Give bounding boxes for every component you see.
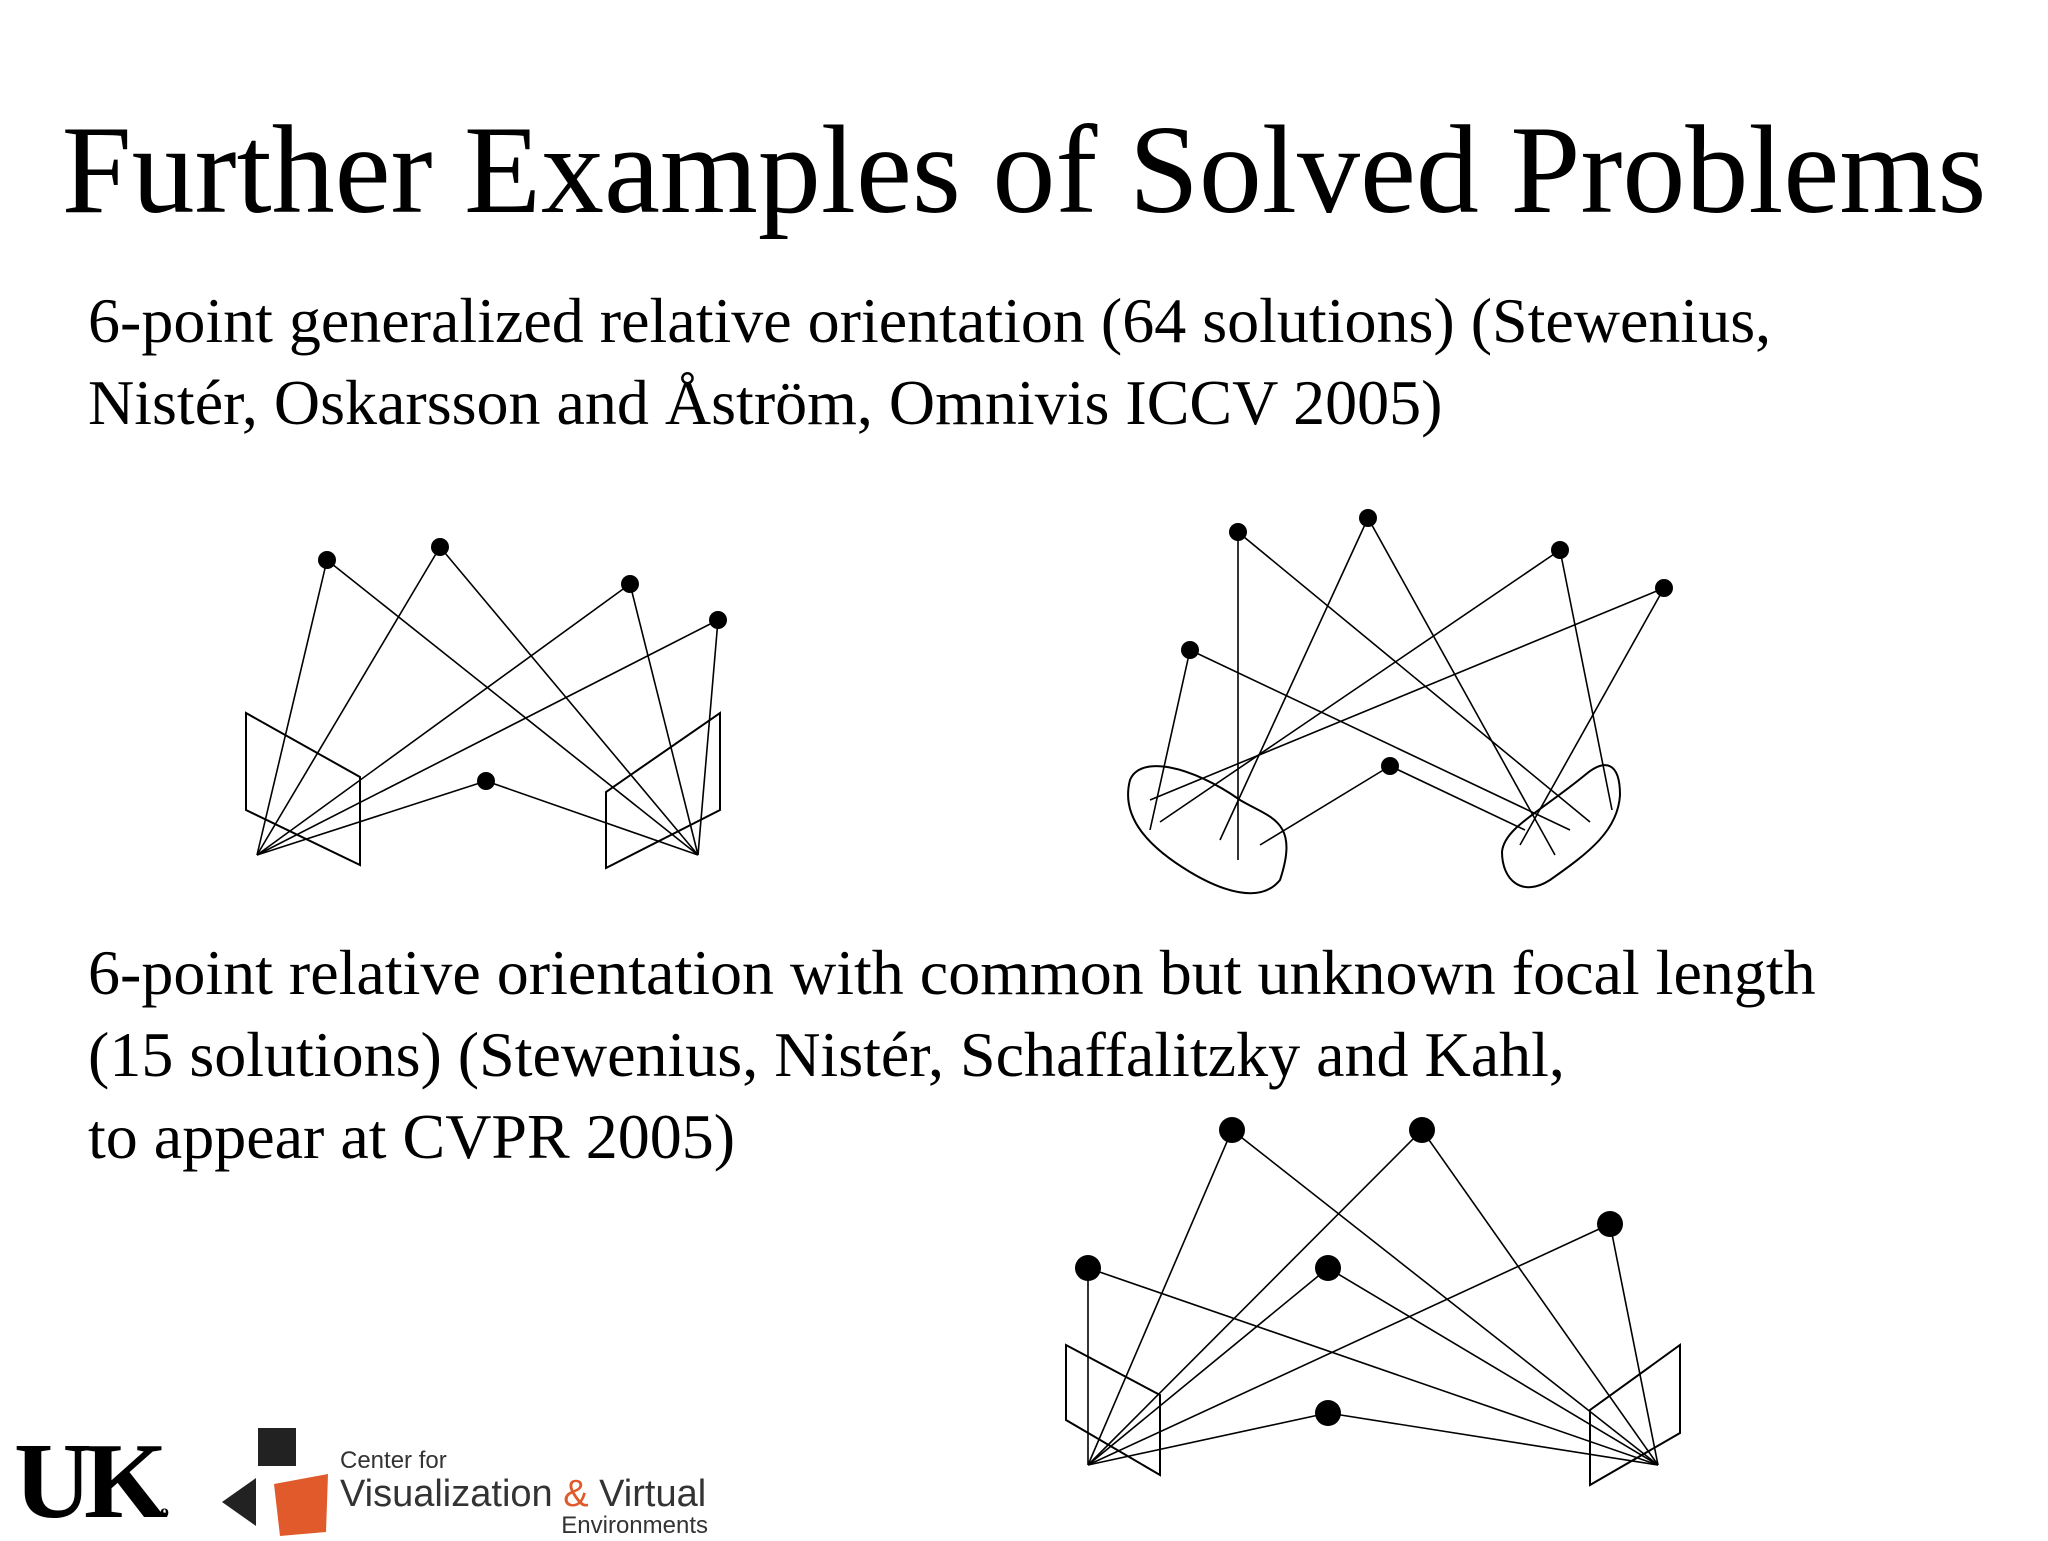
diagram-two-cameras <box>230 520 750 880</box>
world-point <box>1655 579 1673 597</box>
camera-plane-left <box>246 713 360 865</box>
world-point <box>1181 641 1199 659</box>
cvve-line-3: Environments <box>561 1512 708 1539</box>
uk-logo-sub: o <box>160 1501 169 1521</box>
example-1-line-1: 6-point generalized relative orientation (64 solutions) (Stewenius, <box>88 285 1772 356</box>
world-point <box>431 538 449 556</box>
example-2-line-1: 6-point relative orientation with common but unknown focal length <box>88 937 1816 1008</box>
world-point <box>621 575 639 593</box>
cvve-logo-text <box>340 1448 708 1538</box>
world-point <box>1551 541 1569 559</box>
example-1-line-2: Nistér, Oskarsson and Åström, Omnivis ICCV 2005) <box>88 367 1443 438</box>
cvve-line-2b: Virtual <box>588 1473 707 1515</box>
world-point <box>318 551 336 569</box>
world-point <box>1075 1255 1101 1281</box>
generalized-camera-left <box>1128 766 1286 893</box>
cvve-line-2 <box>340 1474 708 1514</box>
world-point <box>1219 1117 1245 1143</box>
uk-logo <box>14 1422 169 1541</box>
cvve-logo-mark <box>222 1428 332 1538</box>
cvve-line-2a: Visualization <box>340 1473 564 1515</box>
world-point <box>1315 1255 1341 1281</box>
diagram-focal-length <box>1060 1120 1700 1500</box>
camera-plane-right <box>1590 1345 1680 1485</box>
camera-plane-left <box>1066 1345 1160 1475</box>
world-point <box>1315 1400 1341 1426</box>
world-point <box>1597 1211 1623 1237</box>
world-point <box>1359 509 1377 527</box>
example-1-text <box>88 280 2048 444</box>
slide-title: Further Examples of Solved Problems <box>61 101 1987 240</box>
world-point <box>1381 757 1399 775</box>
world-point <box>1409 1117 1435 1143</box>
example-2-line-2: (15 solutions) (Stewenius, Nistér, Schaffalitzky and Kahl, <box>88 1019 1565 1090</box>
diagram-generalized-cameras <box>1120 500 1700 910</box>
world-point <box>1229 523 1247 541</box>
world-point <box>709 611 727 629</box>
example-2-line-3: to appear at CVPR 2005) <box>88 1101 735 1172</box>
cvve-line-1: Center for <box>340 1447 447 1474</box>
uk-logo-letters: UK <box>14 1422 160 1541</box>
world-point <box>477 772 495 790</box>
cvve-amp: & <box>563 1473 589 1515</box>
